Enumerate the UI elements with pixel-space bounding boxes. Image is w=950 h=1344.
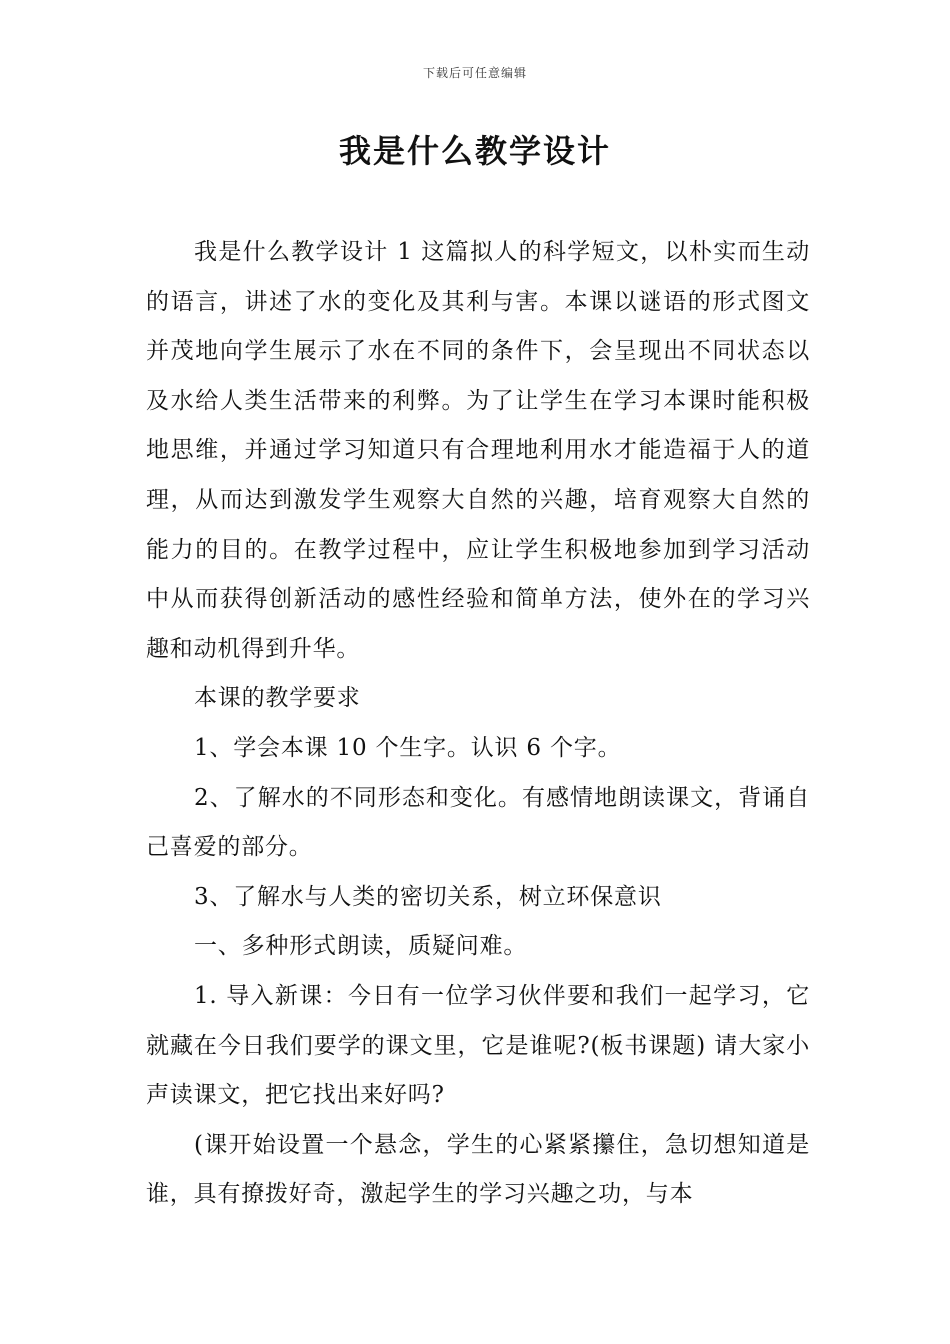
paragraph-requirements-heading: 本课的教学要求 [194, 685, 361, 712]
paragraph-requirement-2: 2、了解水的不同形态和变化。有感情地朗读课文，背诵自己喜爱的部分。 [146, 784, 810, 861]
paragraph-section-1-heading: 一、多种形式朗读，质疑问难。 [194, 933, 528, 960]
paragraph-requirement-1: 1、学会本课 10 个生字。认识 6 个字。 [194, 734, 622, 761]
paragraph-note: (课开始设置一个悬念，学生的心紧紧攥住，急切想知道是谁，具有撩拨好奇，激起学生的学习兴趣之功，与本 [146, 1131, 810, 1208]
header-note: 下载后可任意编辑 [422, 66, 527, 80]
paragraph-requirement-3: 3、了解水与人类的密切关系，树立环保意识 [194, 883, 662, 910]
paragraph-intro: 我是什么教学设计 1 这篇拟人的科学短文，以朴实而生动的语言，讲述了水的变化及其利与害。本课以谜语的形式图文并茂地向学生展示了水在不同的条件下，会呈现出不同状态以及水给人类生活带来的利弊。为了让学生在学习本课时能积极地思维，并通过学习知道只有合理地利用水才能造福于人的道理，从而达到激发学生观察大自然的兴趣，培育观察大自然的能力的目的。在教学过程中，应让学生积极地参加到学习活动中从而获得创新活动的感性经验和简单方法，使外在的学习兴趣和动机得到升华。 [146, 239, 810, 662]
paragraph-step-1: 1. 导入新课：今日有一位学习伙伴要和我们一起学习，它就藏在今日我们要学的课文里，它是谁呢?(板书课题) 请大家小声读课文，把它找出来好吗? [146, 982, 810, 1109]
document-body [146, 228, 810, 1220]
document-title: 我是什么教学设计 [338, 132, 611, 170]
